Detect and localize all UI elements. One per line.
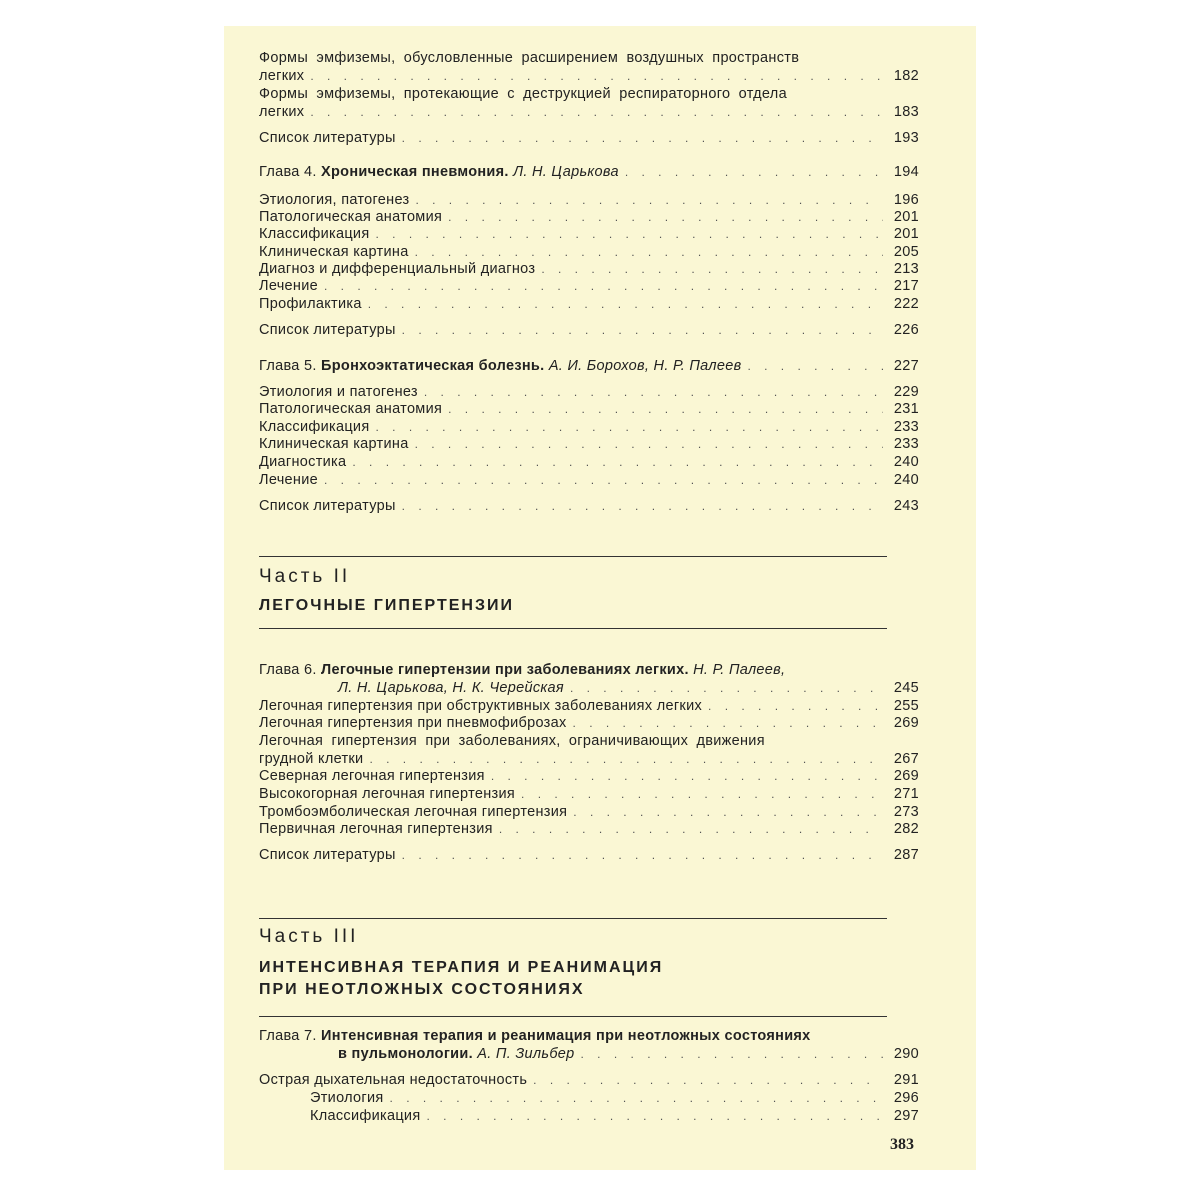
divider [259, 556, 887, 557]
toc-entry: Профилактика . . . 222 [259, 296, 919, 313]
toc-entry: Тромбоэмболическая легочная гипертензия . . . 273 [259, 804, 919, 821]
toc-entry: Легочная гипертензия при пневмофиброзах . . . 269 [259, 715, 919, 732]
chapter-6-authors: Л. Н. Царькова, Н. К. Черейская . . . 245 [338, 680, 919, 697]
toc-line: Формы эмфиземы, протекающие с деструкцией респираторного отдела [259, 86, 787, 102]
part-3-label: Часть III [259, 926, 359, 947]
bibliography-entry: Список литературы . . . 243 [259, 498, 919, 515]
toc-entry: Клиническая картина . . . 233 [259, 436, 919, 453]
toc-entry: Патологическая анатомия . . . 231 [259, 401, 919, 418]
toc-entry: грудной клетки . . . 267 [259, 751, 919, 768]
toc-entry: легких . . . 182 [259, 68, 919, 85]
toc-entry: Классификация . . . 233 [259, 419, 919, 436]
divider [259, 1016, 887, 1017]
part-3-title: ИНТЕНСИВНАЯ ТЕРАПИЯ И РЕАНИМАЦИЯ [259, 959, 664, 976]
part-3-title: ПРИ НЕОТЛОЖНЫХ СОСТОЯНИЯХ [259, 981, 585, 998]
chapter-4-heading: Глава 4. Хроническая пневмония. Л. Н. Царькова . . . 194 [259, 164, 919, 181]
chapter-5-heading: Глава 5. Бронхоэктатическая болезнь. А. И. Борохов, Н. Р. Палеев . . . 227 [259, 358, 919, 375]
page-number: 383 [890, 1136, 914, 1153]
toc-entry: Высокогорная легочная гипертензия . . . 271 [259, 786, 919, 803]
toc-entry: Этиология и патогенез . . . 229 [259, 384, 919, 401]
chapter-7-heading: Глава 7. Интенсивная терапия и реанимация при неотложных состояниях [259, 1028, 811, 1044]
toc-entry: Первичная легочная гипертензия . . . 282 [259, 821, 919, 838]
toc-entry: Лечение . . . 217 [259, 278, 919, 295]
toc-entry: Патологическая анатомия . . . 201 [259, 209, 919, 226]
toc-entry: легких . . . 183 [259, 104, 919, 121]
toc-entry: Клиническая картина . . . 205 [259, 244, 919, 261]
toc-entry: Острая дыхательная недостаточность . . . 291 [259, 1072, 919, 1089]
chapter-6-heading: Глава 6. Легочные гипертензии при заболеваниях легких. Н. Р. Палеев, [259, 662, 786, 678]
toc-line: Формы эмфиземы, обусловленные расширением воздушных пространств [259, 50, 800, 66]
toc-entry: Северная легочная гипертензия . . . 269 [259, 768, 919, 785]
toc-line: Легочная гипертензия при заболеваниях, ограничивающих движения [259, 733, 765, 749]
divider [259, 628, 887, 629]
toc-entry: Легочная гипертензия при обструктивных заболеваниях легких . . . 255 [259, 698, 919, 715]
toc-entry: Классификация . . . 201 [259, 226, 919, 243]
toc-entry: Диагноз и дифференциальный диагноз . . . 213 [259, 261, 919, 278]
toc-entry: Классификация . . . 297 [310, 1108, 919, 1125]
divider [259, 918, 887, 919]
bibliography-entry: Список литературы . . . 287 [259, 847, 919, 864]
toc-entry: Этиология . . . 296 [310, 1090, 919, 1107]
toc-entry: Этиология, патогенез . . . 196 [259, 192, 919, 209]
part-2-title: ЛЕГОЧНЫЕ ГИПЕРТЕНЗИИ [259, 597, 515, 614]
toc-entry: Диагностика . . . 240 [259, 454, 919, 471]
chapter-7-heading-cont: в пульмонологии. А. П. Зильбер . . . 290 [338, 1046, 919, 1063]
bibliography-entry: Список литературы . . . 226 [259, 322, 919, 339]
bibliography-entry: Список литературы . . . 193 [259, 130, 919, 147]
book-page [224, 26, 976, 1170]
part-2-label: Часть II [259, 566, 351, 587]
toc-entry: Лечение . . . 240 [259, 472, 919, 489]
